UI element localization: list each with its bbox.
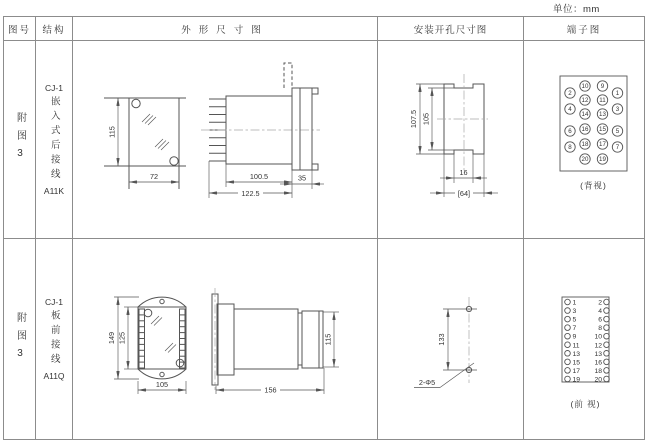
- hole-diameter-label: 2-Φ5: [418, 377, 436, 387]
- structure-code: A11Q: [43, 371, 65, 381]
- terminal-cell-row2: [524, 239, 644, 439]
- dim-cutout-inner-height: 105: [421, 112, 431, 126]
- terminal-number: 18: [593, 367, 602, 375]
- mounting-cell-row2: [378, 239, 524, 439]
- structure-row1: [36, 41, 73, 239]
- terminal-circle: [564, 333, 570, 339]
- terminal-number: 4: [567, 106, 572, 114]
- terminal-number: 9: [600, 83, 604, 91]
- terminal-number: 16: [593, 358, 602, 366]
- terminal-number: 5: [572, 316, 576, 324]
- terminal-number: 14: [581, 111, 588, 119]
- figure-number-row1: 附图3: [4, 41, 36, 239]
- outline-drawing-row1: [73, 41, 377, 238]
- dim-front-inner-height: 125: [117, 331, 127, 344]
- outline-drawing-row2: [73, 240, 377, 439]
- terminal-number: 3: [615, 106, 619, 114]
- dim-side-flange: 35: [297, 173, 307, 183]
- terminal-number: 3: [572, 307, 576, 315]
- bottom-flange-arc: [138, 369, 186, 379]
- terminal-number: 13: [598, 111, 606, 119]
- terminal-number: 8: [567, 144, 572, 152]
- mount-hole-top-left: [144, 309, 152, 317]
- terminal-number: 13: [572, 350, 580, 358]
- glass-hatch-marks: [142, 114, 169, 150]
- terminal-number: 17: [598, 141, 606, 149]
- dim-side-total: 122.5: [241, 188, 260, 198]
- outline-cell-row2: [73, 239, 378, 439]
- terminal-number: 19: [598, 156, 606, 164]
- header-mounting: 安装开孔尺寸图: [378, 17, 524, 41]
- terminal-number: 5: [615, 128, 619, 136]
- side-view-drawing: [212, 288, 339, 394]
- dim-side-height: 115: [323, 333, 333, 345]
- structure-model: CJ-1: [45, 297, 63, 307]
- top-flange-arc: [138, 297, 186, 307]
- terminal-circle: [603, 341, 609, 347]
- structure-desc: 嵌入式后接线: [48, 96, 60, 183]
- dim-front-width: 72: [149, 172, 159, 181]
- mounting-drawing-row1: [378, 41, 523, 238]
- terminal-number: 10: [593, 333, 602, 341]
- terminal-number: 1: [572, 299, 576, 306]
- header-outline: 外形尺寸图: [73, 17, 378, 41]
- terminal-number: 9: [572, 333, 576, 341]
- terminal-number: 7: [615, 144, 619, 152]
- glass-hatch-marks: [151, 316, 176, 353]
- front-flange: [292, 88, 312, 170]
- dim-notch-width: 16: [459, 168, 468, 177]
- front-view-drawing: [104, 98, 186, 189]
- header-structure: 结构: [36, 17, 73, 41]
- terminal-circle: [603, 307, 609, 313]
- terminal-diagram-front: [525, 240, 644, 439]
- dim-front-outer-height: 149: [107, 331, 116, 344]
- dim-hole-spacing: 133: [437, 332, 446, 346]
- flange-hole-top: [160, 299, 164, 303]
- terminal-circle: [603, 333, 609, 339]
- mount-hole-top-left: [132, 99, 140, 107]
- terminal-strip-left: [139, 309, 145, 368]
- terminal-diagram-back: [525, 41, 644, 238]
- terminal-circle: [564, 350, 570, 356]
- structure-model: CJ-1: [45, 83, 63, 93]
- header-figure-no: 图号: [4, 17, 36, 41]
- terminal-number: 12: [593, 341, 602, 349]
- terminal-number: 7: [572, 324, 576, 332]
- terminal-number: 2: [597, 299, 602, 306]
- terminal-number: 13: [593, 350, 602, 358]
- terminal-circle: [564, 307, 570, 313]
- outline-cell-row1: [73, 41, 378, 239]
- flange-hole-bottom: [160, 372, 164, 376]
- handle-dashed: [284, 63, 292, 88]
- unit-label: 单位：mm: [553, 4, 600, 15]
- terminal-number: 18: [581, 141, 588, 149]
- terminal-circle: [603, 359, 609, 365]
- terminal-number: 2: [567, 90, 572, 98]
- header-terminal: 端子图: [524, 17, 644, 41]
- dim-side-body: 100.5: [249, 172, 269, 181]
- front-flange: [217, 304, 234, 375]
- terminal-number: 15: [598, 126, 606, 134]
- terminal-cell-row1: [524, 41, 644, 239]
- terminal-number: 10: [581, 83, 588, 91]
- terminal-circle: [603, 324, 609, 330]
- terminal-circle: [564, 359, 570, 365]
- structure-desc: 板前接线: [48, 310, 60, 368]
- terminal-number: 15: [572, 358, 580, 366]
- figure-number-row2: 附图3: [4, 239, 36, 439]
- terminal-number: 4: [597, 307, 602, 315]
- terminal-number: 19: [572, 375, 580, 383]
- terminal-number: 11: [572, 341, 580, 349]
- terminal-number: 6: [597, 316, 602, 324]
- terminal-circle: [603, 316, 609, 322]
- cutout-outline: [416, 74, 488, 197]
- spec-table: [3, 16, 645, 440]
- terminal-number: 8: [597, 324, 602, 332]
- terminal-number: 11: [598, 97, 606, 105]
- dim-front-height: 115: [107, 126, 117, 138]
- terminal-number: 1: [615, 90, 619, 98]
- dim-side-total: 156: [264, 385, 277, 395]
- terminal-view-label: (前 视): [569, 398, 601, 409]
- terminal-number: 20: [593, 375, 602, 383]
- structure-code: A11K: [43, 186, 65, 196]
- terminal-circle: [564, 299, 570, 305]
- terminal-circle: [564, 341, 570, 347]
- mounting-cell-row1: [378, 41, 524, 239]
- terminal-number: 17: [572, 367, 580, 375]
- terminal-number: 20: [581, 156, 588, 164]
- terminal-circle: [564, 324, 570, 330]
- relay-body: [234, 309, 298, 369]
- terminal-circle: [603, 376, 609, 382]
- structure-row2: [36, 239, 73, 439]
- terminal-circle: [564, 376, 570, 382]
- dim-cutout-total-width: [64]: [457, 188, 471, 198]
- rear-block: [302, 311, 323, 368]
- terminal-circle: [564, 367, 570, 373]
- terminal-circle: [603, 350, 609, 356]
- terminal-number: 16: [581, 126, 588, 134]
- terminal-number: 12: [581, 97, 588, 105]
- dim-cutout-outer-height: 107.5: [409, 109, 418, 129]
- dim-front-width: 105: [155, 379, 169, 389]
- terminal-circle: [564, 316, 570, 322]
- terminal-circle: [603, 299, 609, 305]
- terminal-circle: [603, 367, 609, 373]
- mount-hole-bottom-right: [170, 157, 178, 165]
- mounting-drawing-row2: [378, 240, 523, 439]
- front-view-drawing: [114, 297, 186, 394]
- terminal-view-label: (背视): [579, 180, 607, 191]
- terminal-number: 6: [567, 128, 572, 136]
